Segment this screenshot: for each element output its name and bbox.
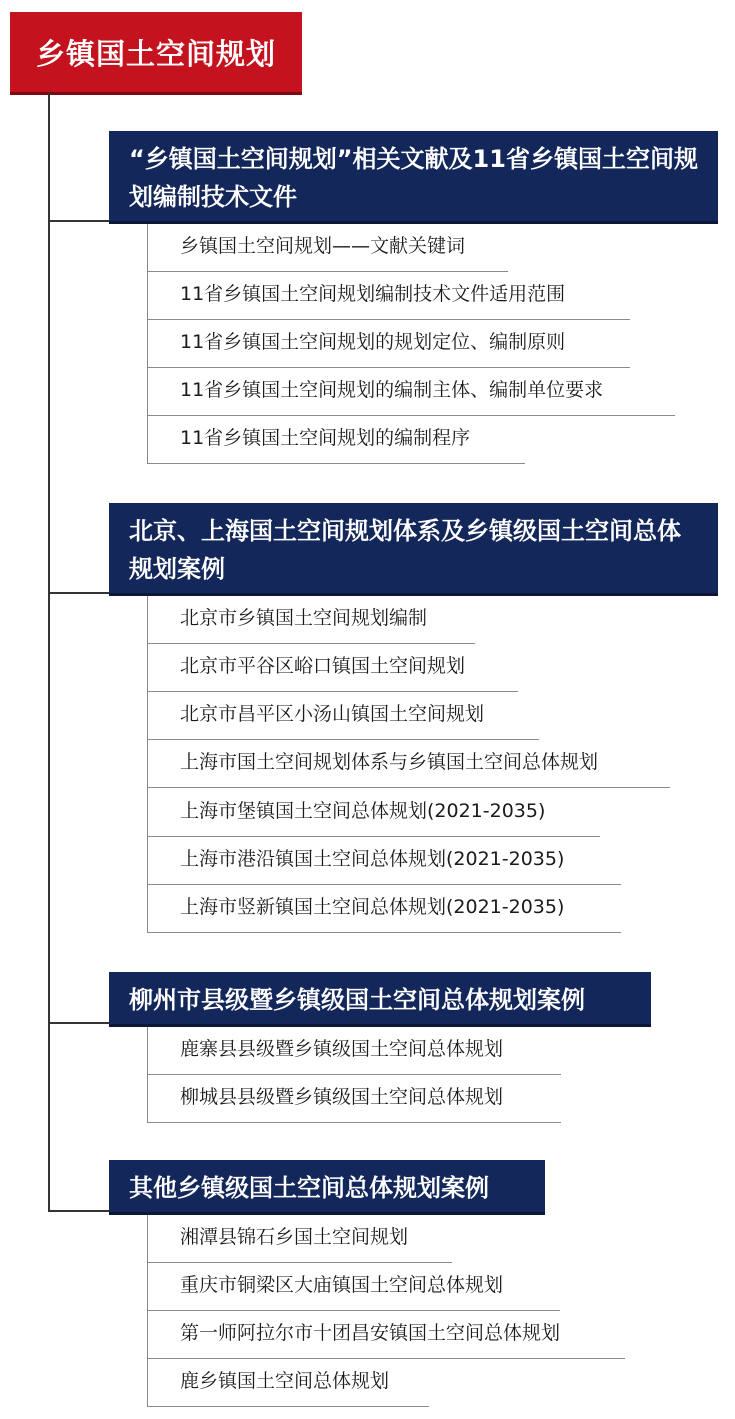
list-item: 鹿寨县县级暨乡镇级国土空间总体规划 xyxy=(147,1027,561,1075)
list-item: 11省乡镇国土空间规划的编制主体、编制单位要求 xyxy=(147,368,675,416)
section-3-title: 柳州市县级暨乡镇级国土空间总体规划案例 xyxy=(129,986,585,1014)
list-item: 11省乡镇国土空间规划的编制程序 xyxy=(147,416,525,464)
list-item: 第一师阿拉尔市十团昌安镇国土空间总体规划 xyxy=(147,1311,625,1359)
section-4-title: 其他乡镇级国土空间总体规划案例 xyxy=(129,1174,489,1202)
list-item: 湘潭县锦石乡国土空间规划 xyxy=(147,1215,452,1263)
list-item: 鹿乡镇国土空间总体规划 xyxy=(147,1359,429,1407)
connector-section-4 xyxy=(48,1210,109,1212)
list-item: 北京市平谷区峪口镇国土空间规划 xyxy=(147,644,518,692)
connector-section-1 xyxy=(48,220,109,222)
tree-trunk-line xyxy=(48,92,50,1211)
root-node xyxy=(10,12,302,92)
section-1-title: “乡镇国土空间规划”相关文献及11省乡镇国土空间规划编制技术文件 xyxy=(129,145,698,211)
list-item: 上海市竖新镇国土空间总体规划(2021-2035) xyxy=(147,885,621,933)
section-3-header xyxy=(109,972,651,1024)
list-item: 11省乡镇国土空间规划的规划定位、编制原则 xyxy=(147,320,630,368)
section-2-header xyxy=(109,503,718,593)
list-item: 北京市乡镇国土空间规划编制 xyxy=(147,596,475,644)
list-item: 上海市堡镇国土空间总体规划(2021-2035) xyxy=(147,789,600,837)
section-4-header xyxy=(109,1160,545,1212)
section-1-header xyxy=(109,131,718,221)
connector-section-2 xyxy=(48,592,109,594)
list-item: 11省乡镇国土空间规划编制技术文件适用范围 xyxy=(147,272,630,320)
section-2-title: 北京、上海国土空间规划体系及乡镇级国土空间总体规划案例 xyxy=(129,517,681,583)
list-item: 上海市港沿镇国土空间总体规划(2021-2035) xyxy=(147,837,621,885)
list-item: 柳城县县级暨乡镇级国土空间总体规划 xyxy=(147,1075,561,1123)
list-item: 重庆市铜梁区大庙镇国土空间总体规划 xyxy=(147,1263,560,1311)
list-item: 上海市国土空间规划体系与乡镇国土空间总体规划 xyxy=(147,740,670,788)
root-title: 乡镇国土空间规划 xyxy=(35,36,276,71)
list-item: 北京市昌平区小汤山镇国土空间规划 xyxy=(147,692,539,740)
list-item: 乡镇国土空间规划——文献关键词 xyxy=(147,224,508,272)
connector-section-3 xyxy=(48,1022,109,1024)
